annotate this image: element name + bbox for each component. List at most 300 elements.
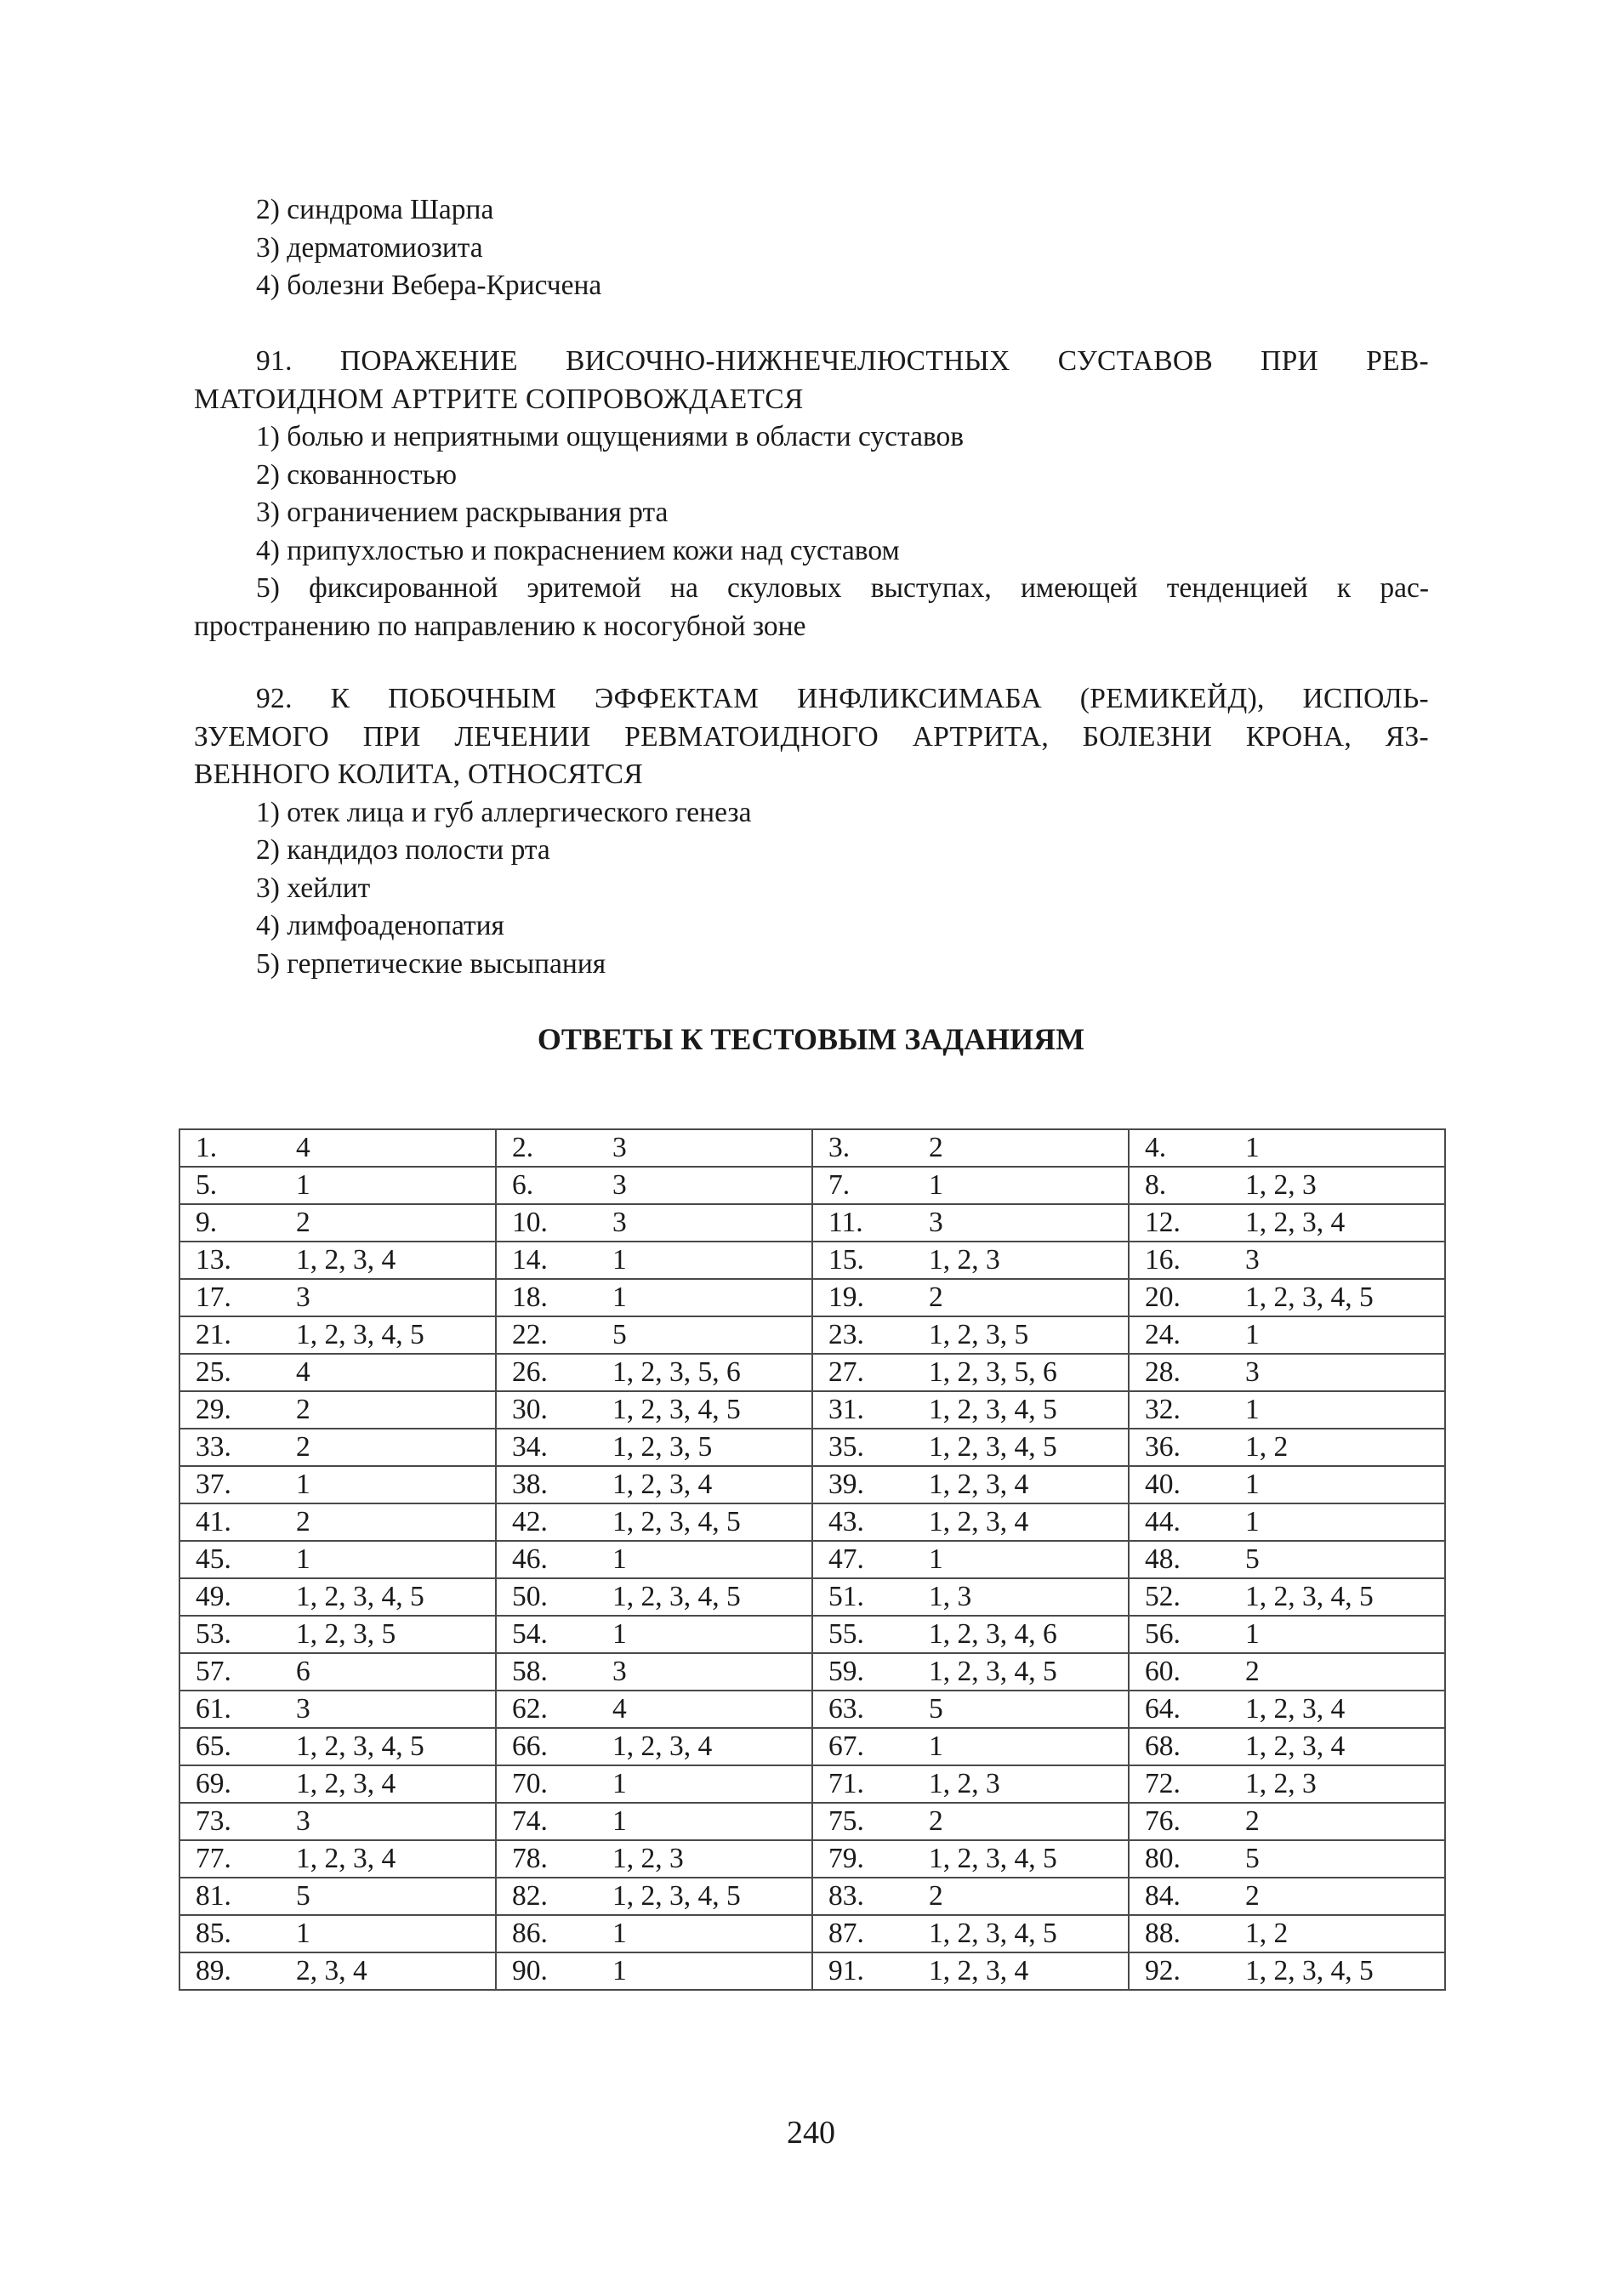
answer-value: 1	[929, 1731, 943, 1762]
question-number: 60.	[1145, 1656, 1181, 1687]
question-number: 1.	[196, 1132, 218, 1163]
question-number: 80.	[1145, 1843, 1181, 1874]
question-number: 72.	[1145, 1768, 1181, 1799]
question-number: 71.	[828, 1768, 864, 1799]
answer-value: 1, 2, 3	[929, 1244, 1000, 1276]
answer-value: 1, 2, 3, 4, 5	[296, 1731, 424, 1762]
answer-cell	[812, 1354, 1129, 1391]
question-number: 23.	[828, 1319, 864, 1350]
question-number: 55.	[828, 1618, 864, 1650]
question-number: 29.	[196, 1394, 231, 1425]
answer-cell	[812, 1466, 1129, 1503]
answer-value: 1	[1245, 1132, 1260, 1163]
answer-cell	[812, 1653, 1129, 1691]
answer-option: 3) дерматомиозита	[256, 231, 483, 264]
answer-cell	[1129, 1653, 1445, 1691]
question-number: 70.	[512, 1768, 548, 1799]
question-number: 73.	[196, 1805, 231, 1837]
answer-value: 1, 2	[1245, 1918, 1289, 1949]
question-number: 42.	[512, 1506, 548, 1537]
answer-value: 1, 2, 3, 4, 5	[929, 1656, 1057, 1687]
question-number: 87.	[828, 1918, 864, 1949]
answer-value: 3	[1245, 1356, 1260, 1388]
answer-value: 1	[1245, 1506, 1260, 1537]
question-number: 17.	[196, 1282, 231, 1313]
table-row	[179, 1466, 1445, 1503]
question-number: 34.	[512, 1431, 548, 1463]
answer-value: 1, 2	[1245, 1431, 1289, 1463]
answer-option: 4) лимфоаденопатия	[256, 910, 504, 941]
answer-cell	[1129, 1466, 1445, 1503]
question-number: 21.	[196, 1319, 231, 1350]
question-number: 46.	[512, 1543, 548, 1575]
answer-value: 1	[612, 1768, 627, 1799]
answer-value: 1, 2, 3, 4, 5	[1245, 1955, 1374, 1986]
table-row	[179, 1728, 1445, 1765]
answer-value: 1	[1245, 1319, 1260, 1350]
question-number: 68.	[1145, 1731, 1181, 1762]
answer-cell	[812, 1429, 1129, 1466]
question-number: 18.	[512, 1282, 548, 1313]
answer-cell	[496, 1204, 812, 1242]
answer-cell	[1129, 1803, 1445, 1840]
answer-value: 1	[1245, 1618, 1260, 1650]
question-number: 57.	[196, 1656, 231, 1687]
answer-value: 2, 3, 4	[296, 1955, 367, 1986]
question-number: 65.	[196, 1731, 231, 1762]
question-number: 86.	[512, 1918, 548, 1949]
question-number: 88.	[1145, 1918, 1181, 1949]
answer-value: 1, 2, 3	[1245, 1169, 1317, 1201]
answer-cell	[812, 1167, 1129, 1204]
answer-value: 2	[929, 1282, 943, 1313]
answer-cell	[179, 1616, 496, 1653]
answer-value: 1, 2, 3, 4, 5	[612, 1394, 741, 1425]
answer-value: 3	[296, 1805, 310, 1837]
answer-value: 3	[296, 1693, 310, 1725]
question-number: 62.	[512, 1693, 548, 1725]
answer-value: 1	[929, 1169, 943, 1201]
answer-cell	[1129, 1541, 1445, 1578]
answer-value: 1, 2, 3, 4, 6	[929, 1618, 1057, 1650]
answer-cell	[812, 1204, 1129, 1242]
question-number: 5.	[196, 1169, 218, 1201]
answer-option: 3) хейлит	[256, 872, 371, 904]
question-number: 41.	[196, 1506, 231, 1537]
answer-value: 1, 2, 3, 5, 6	[929, 1356, 1057, 1388]
answer-option: 5) герпетические высыпания	[256, 947, 606, 980]
question-number: 81.	[196, 1880, 231, 1912]
answer-cell	[1129, 1952, 1445, 1990]
answer-cell	[1129, 1578, 1445, 1616]
answer-value: 4	[296, 1132, 310, 1163]
answer-value: 2	[1245, 1880, 1260, 1912]
answer-value: 3	[612, 1132, 627, 1163]
answer-value: 1, 2, 3, 4	[1245, 1207, 1346, 1238]
answer-cell	[1129, 1503, 1445, 1541]
answer-option: 1) отек лица и губ аллергического генеза	[256, 796, 752, 828]
answer-cell	[1129, 1878, 1445, 1915]
table-row	[179, 1242, 1445, 1279]
answer-value: 1	[296, 1543, 310, 1575]
answer-cell	[179, 1391, 496, 1429]
answer-cell	[496, 1803, 812, 1840]
answer-cell	[1129, 1204, 1445, 1242]
answer-cell	[1129, 1316, 1445, 1354]
answer-value: 3	[929, 1207, 943, 1238]
question-number: 27.	[828, 1356, 864, 1388]
answer-cell	[812, 1129, 1129, 1167]
page-number: 240	[787, 2115, 835, 2151]
question-number: 12.	[1145, 1207, 1181, 1238]
answer-cell	[179, 1167, 496, 1204]
answer-value: 1	[296, 1469, 310, 1500]
answer-value: 1	[612, 1543, 627, 1575]
answer-value: 1, 3	[929, 1581, 972, 1612]
answer-cell	[179, 1429, 496, 1466]
answer-value: 1, 2, 3	[612, 1843, 684, 1874]
answer-value: 5	[612, 1319, 627, 1350]
question-number: 92.	[1145, 1955, 1181, 1986]
question-number: 48.	[1145, 1543, 1181, 1575]
answer-cell	[812, 1242, 1129, 1279]
table-row	[179, 1541, 1445, 1578]
answer-cell	[496, 1878, 812, 1915]
answer-option: 4) припухлостью и покраснением кожи над суставом	[256, 534, 900, 566]
answer-cell	[812, 1840, 1129, 1878]
question-number: 32.	[1145, 1394, 1181, 1425]
answer-option: 2) скованностью	[256, 458, 457, 491]
answer-value: 1, 2, 3, 4	[929, 1469, 1029, 1500]
question-number: 33.	[196, 1431, 231, 1463]
answer-cell	[812, 1578, 1129, 1616]
answer-cell	[812, 1765, 1129, 1803]
answer-value: 1, 2, 3	[929, 1768, 1000, 1799]
answer-cell	[496, 1541, 812, 1578]
question-number: 66.	[512, 1731, 548, 1762]
answer-value: 1, 2, 3, 4, 5	[296, 1581, 424, 1612]
answer-cell	[179, 1728, 496, 1765]
question-number: 54.	[512, 1618, 548, 1650]
answer-cell	[179, 1316, 496, 1354]
answer-value: 1	[612, 1618, 627, 1650]
answer-option: 2) кандидоз полости рта	[256, 834, 550, 866]
answer-value: 1, 2, 3, 4, 5	[929, 1394, 1057, 1425]
answer-value: 1, 2, 3, 4, 5	[296, 1319, 424, 1350]
question-92	[194, 680, 1429, 983]
answer-cell	[1129, 1616, 1445, 1653]
answer-cell	[496, 1840, 812, 1878]
question-number: 90.	[512, 1955, 548, 1986]
table-row	[179, 1316, 1445, 1354]
question-number: 52.	[1145, 1581, 1181, 1612]
answer-cell	[812, 1803, 1129, 1840]
answer-value: 2	[929, 1132, 943, 1163]
question-number: 39.	[828, 1469, 864, 1500]
question-number: 38.	[512, 1469, 548, 1500]
table-row	[179, 1915, 1445, 1952]
question-number: 84.	[1145, 1880, 1181, 1912]
question-number: 16.	[1145, 1244, 1181, 1276]
answer-cell	[812, 1952, 1129, 1990]
question-number: 13.	[196, 1244, 231, 1276]
answer-option: 4) болезни Вебера-Крисчена	[256, 270, 602, 301]
answer-option: 1) болью и неприятными ощущениями в области суставов	[256, 421, 965, 452]
question-number: 85.	[196, 1918, 231, 1949]
question-number: 79.	[828, 1843, 864, 1874]
question-number: 22.	[512, 1319, 548, 1350]
answer-value: 1, 2, 3, 4, 5	[612, 1506, 741, 1537]
answer-value: 1, 2, 3, 4	[296, 1244, 396, 1276]
answer-cell	[812, 1728, 1129, 1765]
answer-value: 1, 2, 3, 5	[296, 1618, 396, 1650]
question-number: 53.	[196, 1618, 231, 1650]
answer-cell	[496, 1354, 812, 1391]
question-number: 50.	[512, 1581, 548, 1612]
question-number: 78.	[512, 1843, 548, 1874]
answer-cell	[812, 1279, 1129, 1316]
answer-value: 1	[612, 1282, 627, 1313]
question-number: 3.	[828, 1132, 851, 1163]
answer-cell	[1129, 1915, 1445, 1952]
question-number: 56.	[1145, 1618, 1181, 1650]
question-number: 4.	[1145, 1132, 1167, 1163]
answer-cell	[496, 1466, 812, 1503]
question-number: 43.	[828, 1506, 864, 1537]
answer-cell	[496, 1391, 812, 1429]
answer-value: 2	[296, 1431, 310, 1463]
question-number: 37.	[196, 1469, 231, 1500]
table-row	[179, 1653, 1445, 1691]
question-heading: МАТОИДНОМ АРТРИТЕ СОПРОВОЖДАЕТСЯ	[194, 383, 804, 415]
answer-value: 1, 2, 3, 4	[612, 1731, 713, 1762]
question-number: 28.	[1145, 1356, 1181, 1388]
answer-value: 1	[612, 1918, 627, 1949]
question-number: 40.	[1145, 1469, 1181, 1500]
question-number: 26.	[512, 1356, 548, 1388]
answer-cell	[179, 1541, 496, 1578]
question-number: 63.	[828, 1693, 864, 1725]
question-number: 7.	[828, 1169, 851, 1201]
answer-value: 1, 2, 3, 5	[612, 1431, 713, 1463]
table-row	[179, 1803, 1445, 1840]
answer-cell	[179, 1204, 496, 1242]
question-number: 59.	[828, 1656, 864, 1687]
answer-cell	[179, 1129, 496, 1167]
table-row	[179, 1840, 1445, 1878]
answer-cell	[496, 1915, 812, 1952]
question-heading: 91. ПОРАЖЕНИЕ ВИСОЧНО-НИЖНЕЧЕЛЮСТНЫХ СУСТАВОВ ПРИ РЕВ-	[256, 345, 1429, 377]
answer-value: 1, 2, 3, 4	[1245, 1693, 1346, 1725]
answer-value: 2	[296, 1506, 310, 1537]
answers-section-title: ОТВЕТЫ К ТЕСТОВЫМ ЗАДАНИЯМ	[537, 1022, 1085, 1056]
question-heading: ВЕННОГО КОЛИТА, ОТНОСЯТСЯ	[194, 759, 643, 790]
question-number: 14.	[512, 1244, 548, 1276]
answer-value: 2	[1245, 1805, 1260, 1837]
answer-value: 2	[296, 1394, 310, 1425]
answer-cell	[1129, 1840, 1445, 1878]
answer-value: 4	[612, 1693, 627, 1725]
table-row	[179, 1391, 1445, 1429]
question-number: 74.	[512, 1805, 548, 1837]
answer-value: 1, 2, 3, 4, 5	[929, 1843, 1057, 1874]
answer-cell	[496, 1691, 812, 1728]
answer-value: 1, 2, 3, 4, 5	[612, 1880, 741, 1912]
question-number: 89.	[196, 1955, 231, 1986]
table-row	[179, 1765, 1445, 1803]
answer-value: 1	[929, 1543, 943, 1575]
question-heading: 92. К ПОБОЧНЫМ ЭФФЕКТАМ ИНФЛИКСИМАБА (РЕМИКЕЙД), ИСПОЛЬ-	[256, 683, 1429, 714]
table-row	[179, 1204, 1445, 1242]
answer-value: 1	[296, 1169, 310, 1201]
answer-cell	[812, 1503, 1129, 1541]
table-row	[179, 1578, 1445, 1616]
question-number: 67.	[828, 1731, 864, 1762]
answer-value: 1, 2, 3, 5, 6	[612, 1356, 741, 1388]
answer-value: 1, 2, 3, 4	[929, 1506, 1029, 1537]
answer-value: 5	[296, 1880, 310, 1912]
answer-cell	[496, 1653, 812, 1691]
question-number: 69.	[196, 1768, 231, 1799]
question-heading: ЗУЕМОГО ПРИ ЛЕЧЕНИИ РЕВМАТОИДНОГО АРТРИТА, БОЛЕЗНИ КРОНА, ЯЗ-	[194, 720, 1429, 753]
question-number: 51.	[828, 1581, 864, 1612]
answer-cell	[179, 1691, 496, 1728]
question-number: 20.	[1145, 1282, 1181, 1313]
answer-cell	[179, 1578, 496, 1616]
question-90-tail	[194, 191, 1429, 305]
answer-option-continuation: пространению по направлению к носогубной зоне	[194, 610, 806, 642]
question-number: 49.	[196, 1581, 231, 1612]
answer-value: 1, 2, 3, 4, 5	[1245, 1581, 1374, 1612]
question-number: 61.	[196, 1693, 231, 1725]
answer-value: 1, 2, 3, 4, 5	[929, 1918, 1057, 1949]
answer-cell	[496, 1167, 812, 1204]
table-row	[179, 1279, 1445, 1316]
answer-value: 1, 2, 3, 4	[296, 1768, 396, 1799]
answer-value: 6	[296, 1656, 310, 1687]
answer-cell	[1129, 1242, 1445, 1279]
answer-value: 3	[612, 1207, 627, 1238]
question-number: 25.	[196, 1356, 231, 1388]
question-number: 76.	[1145, 1805, 1181, 1837]
answer-cell	[179, 1466, 496, 1503]
answer-cell	[179, 1653, 496, 1691]
answer-value: 5	[1245, 1843, 1260, 1874]
answer-cell	[496, 1279, 812, 1316]
answer-cell	[1129, 1279, 1445, 1316]
question-number: 10.	[512, 1207, 548, 1238]
question-number: 9.	[196, 1207, 218, 1238]
answer-cell	[179, 1279, 496, 1316]
question-number: 36.	[1145, 1431, 1181, 1463]
answer-cell	[496, 1952, 812, 1990]
answers-table	[179, 1128, 1446, 1991]
answer-value: 1, 2, 3, 4	[1245, 1731, 1346, 1762]
answer-value: 3	[612, 1656, 627, 1687]
table-row	[179, 1503, 1445, 1541]
answer-cell	[496, 1578, 812, 1616]
answer-value: 3	[296, 1282, 310, 1313]
question-number: 6.	[512, 1169, 534, 1201]
answer-value: 1	[1245, 1469, 1260, 1500]
answer-value: 2	[296, 1207, 310, 1238]
answer-cell	[179, 1878, 496, 1915]
question-number: 15.	[828, 1244, 864, 1276]
question-number: 30.	[512, 1394, 548, 1425]
question-number: 91.	[828, 1955, 864, 1986]
answer-cell	[812, 1915, 1129, 1952]
answer-cell	[1129, 1429, 1445, 1466]
table-row	[179, 1429, 1445, 1466]
question-number: 31.	[828, 1394, 864, 1425]
answer-value: 4	[296, 1356, 310, 1388]
answer-cell	[496, 1242, 812, 1279]
question-number: 19.	[828, 1282, 864, 1313]
answer-value: 1, 2, 3, 4, 5	[1245, 1282, 1374, 1313]
question-number: 35.	[828, 1431, 864, 1463]
answer-value: 2	[929, 1880, 943, 1912]
answer-value: 1	[612, 1955, 627, 1986]
answer-cell	[812, 1316, 1129, 1354]
answer-value: 1	[612, 1805, 627, 1837]
answer-cell	[179, 1915, 496, 1952]
answer-cell	[179, 1354, 496, 1391]
answer-cell	[1129, 1728, 1445, 1765]
table-row	[179, 1167, 1445, 1204]
answer-cell	[179, 1803, 496, 1840]
answer-cell	[179, 1765, 496, 1803]
answer-cell	[1129, 1691, 1445, 1728]
answer-cell	[496, 1316, 812, 1354]
answer-value: 1, 2, 3	[1245, 1768, 1317, 1799]
answer-cell	[812, 1541, 1129, 1578]
answer-cell	[812, 1391, 1129, 1429]
table-row	[179, 1616, 1445, 1653]
answer-cell	[1129, 1167, 1445, 1204]
question-number: 58.	[512, 1656, 548, 1687]
answer-value: 2	[929, 1805, 943, 1837]
answer-value: 1, 2, 3, 4, 5	[612, 1581, 741, 1612]
answer-cell	[496, 1429, 812, 1466]
answer-option: 2) синдрома Шарпа	[256, 194, 494, 225]
answer-cell	[812, 1691, 1129, 1728]
answer-value: 1, 2, 3, 4	[612, 1469, 713, 1500]
answer-cell	[179, 1840, 496, 1878]
table-row	[179, 1878, 1445, 1915]
answer-option: 3) ограничением раскрывания рта	[256, 497, 669, 528]
answer-cell	[179, 1952, 496, 1990]
table-row	[179, 1952, 1445, 1990]
answer-value: 1	[296, 1918, 310, 1949]
answer-cell	[496, 1728, 812, 1765]
answer-cell	[496, 1503, 812, 1541]
answer-value: 2	[1245, 1656, 1260, 1687]
answer-value: 1, 2, 3, 4, 5	[929, 1431, 1057, 1463]
table-row	[179, 1691, 1445, 1728]
question-number: 2.	[512, 1132, 534, 1163]
question-number: 64.	[1145, 1693, 1181, 1725]
answer-cell	[179, 1242, 496, 1279]
question-number: 45.	[196, 1543, 231, 1575]
question-number: 47.	[828, 1543, 864, 1575]
answer-value: 1, 2, 3, 5	[929, 1319, 1029, 1350]
question-number: 44.	[1145, 1506, 1181, 1537]
question-number: 11.	[828, 1207, 863, 1238]
answer-value: 3	[612, 1169, 627, 1201]
answer-value: 5	[929, 1693, 943, 1725]
answer-cell	[496, 1129, 812, 1167]
question-number: 77.	[196, 1843, 231, 1874]
